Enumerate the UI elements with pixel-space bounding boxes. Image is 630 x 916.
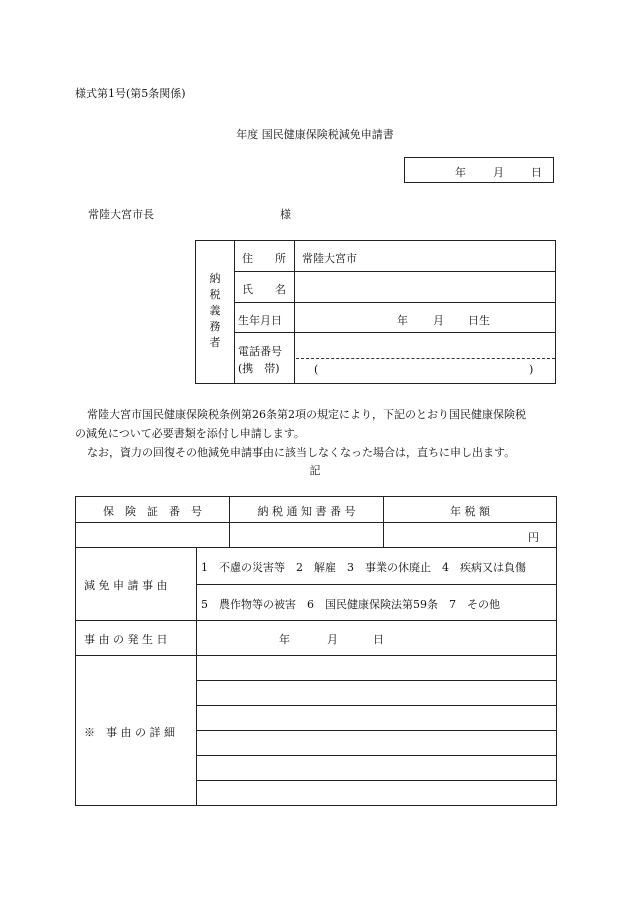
date-day-label: 日 [531, 166, 542, 179]
birthdate-label: 生年月日 [238, 314, 282, 327]
birth-day-label: 日生 [468, 314, 490, 327]
birth-year-label: 年 [397, 314, 408, 327]
application-date-box[interactable] [404, 157, 554, 183]
reduction-detail-table [75, 496, 557, 806]
mobile-paren-close: ) [529, 363, 534, 376]
taxpayer-table [195, 240, 556, 384]
ki-marker: 記 [309, 464, 321, 477]
yen-unit: 円 [528, 531, 539, 544]
form-number: 様式第1号(第5条関係) [75, 87, 186, 100]
details-label: ※ 事 由 の 詳 細 [84, 726, 175, 739]
address-label: 住 所 [242, 252, 286, 265]
address-field[interactable]: 常陸大宮市 [302, 252, 357, 265]
tax-notice-number-header: 納 税 通 知 書 番 号 [257, 505, 356, 518]
annual-tax-header: 年 税 額 [450, 505, 490, 518]
taxpayer-side-label: 納 税 義 務 者 [209, 272, 221, 349]
occurrence-day-label: 日 [373, 633, 384, 646]
date-month-label: 月 [493, 166, 504, 179]
mobile-paren-open: ( [314, 363, 319, 376]
occurrence-date-label: 事 由 の 発 生 日 [84, 633, 168, 646]
body-line-3: なお，資力の回復その他減免申請事由に該当しなくなった場合は，直ちに申し出ます。 [87, 446, 516, 459]
occurrence-year-label: 年 [279, 633, 290, 646]
phone-field[interactable] [296, 335, 554, 357]
birth-month-label: 月 [433, 314, 444, 327]
insurance-number-field[interactable] [78, 524, 228, 546]
page-title: 年度 国民健康保険税減免申請書 [236, 128, 394, 141]
body-line-1: 常陸大宮市国民健康保険税条例第26条第2項の規定により，下記のとおり国民健康保険税 [87, 408, 526, 421]
body-line-2: の減免について必要書類を添付し申請します。 [75, 427, 305, 440]
reason-options-row-2[interactable]: 5 農作物等の被害 6 国民健康保険法第59条 7 その他 [201, 598, 500, 611]
name-label: 氏 名 [242, 283, 286, 296]
mobile-label: (携 帯) [238, 362, 280, 375]
occurrence-month-label: 月 [327, 633, 338, 646]
phone-label: 電話番号 [238, 345, 282, 358]
name-field[interactable] [296, 273, 554, 301]
honorific: 様 [280, 208, 291, 221]
reason-options-row-1[interactable]: 1 不慮の災害等 2 解雇 3 事業の休廃止 4 疾病又は負傷 [201, 561, 526, 574]
date-year-label: 年 [455, 166, 466, 179]
details-field[interactable] [198, 657, 555, 803]
tax-notice-number-field[interactable] [231, 524, 382, 546]
reason-label: 減 免 申 請 事 由 [84, 579, 168, 592]
addressee: 常陸大宮市長 [88, 208, 154, 221]
insurance-number-header: 保 険 証 番 号 [103, 505, 202, 518]
